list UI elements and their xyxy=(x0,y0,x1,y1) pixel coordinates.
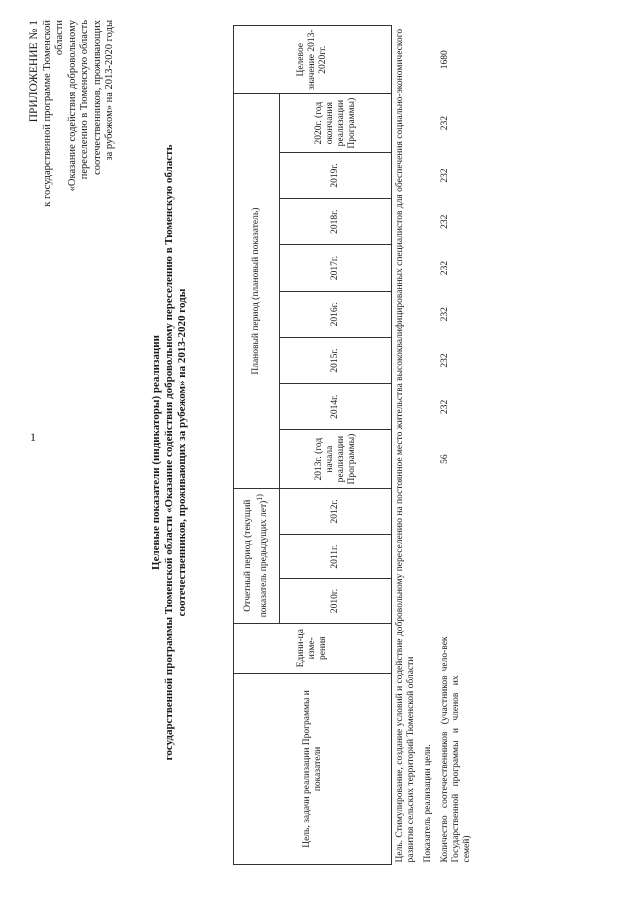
header-year: 2017г. xyxy=(280,245,392,291)
header-year: 2012г. xyxy=(280,488,392,534)
appendix-line: «Оказание содействия добровольному xyxy=(66,20,78,192)
header-year-2020: 2020г. (год окончания реализации Программы) xyxy=(280,94,392,152)
appendix-line: за рубежом» на 2013-2020 годы xyxy=(104,20,115,161)
goal-text: Цель. Стимулирование, создание условий и содействие добровольному переселению на постоянное место жительства высококвалифицированных специалистов для обеспечения социально-экономического развития сельских территорий Тюменской области xyxy=(395,28,416,863)
indicators-table xyxy=(233,25,476,865)
cell-2020: 232 xyxy=(440,116,450,131)
appendix-title: ПРИЛОЖЕНИЕ № 1 xyxy=(28,20,40,123)
header-report-period xyxy=(234,488,280,623)
header-year: 2014г. xyxy=(280,384,392,430)
header-target-value: Целевое значение 2013-2020гг. xyxy=(234,26,392,94)
page-number: 1 xyxy=(30,430,36,444)
row-label xyxy=(437,673,476,864)
header-unit: Едини-ца изме-рения xyxy=(234,623,392,673)
cell-2013: 56 xyxy=(440,454,450,464)
title-line: государственной программы Тюменской области «Оказание содействия добровольному переселению в Тюменскую область xyxy=(163,144,175,761)
cell-2014: 232 xyxy=(440,399,450,414)
header-year: 2010г. xyxy=(280,579,392,623)
indicator-heading: Показатель реализации цели. xyxy=(423,744,433,863)
header-year: 2016г. xyxy=(280,291,392,337)
document-title xyxy=(150,25,189,880)
header-year: 2011г. xyxy=(280,535,392,579)
header-year: 2018г. xyxy=(280,199,392,245)
appendix-header xyxy=(28,20,117,225)
cell-2019: 232 xyxy=(440,168,450,183)
appendix-line: к государственной программе Тюменской области xyxy=(41,20,65,207)
row-label-text: Количество соотечественников (участников Государственной программы и членов их семей) xyxy=(440,675,472,863)
header-year-2013: 2013г. (год начала реализации Программы) xyxy=(280,430,392,488)
cell-2015: 232 xyxy=(440,353,450,368)
appendix-line: переселению в Тюменскую область xyxy=(79,20,90,180)
appendix-line: соотечественников, проживающих xyxy=(91,20,103,175)
cell-2010 xyxy=(437,579,476,623)
header-goal: Цель, задачи реализации Программы и показатели xyxy=(234,673,392,864)
header-year: 2019г. xyxy=(280,152,392,198)
cell-2012 xyxy=(437,488,476,534)
cell-target: 1680 xyxy=(440,50,450,70)
title-line: соотечественников, проживающих за рубежом» на 2013-2020 годы xyxy=(176,288,188,617)
row-unit: чело-век xyxy=(440,636,450,672)
footnote-marker: 1) xyxy=(254,494,264,501)
header-year: 2015г. xyxy=(280,337,392,383)
header-report-label: Отчетный период (текущий показатель предыдущих лет) xyxy=(242,499,270,618)
cell-2016: 232 xyxy=(440,307,450,322)
cell-2018: 232 xyxy=(440,214,450,229)
title-line: Целевые показатели (индикаторы) реализации xyxy=(150,335,162,570)
cell-2011 xyxy=(437,535,476,579)
cell-2017: 232 xyxy=(440,260,450,276)
header-plan-period: Плановый период (плановый показатель) xyxy=(234,94,280,488)
table-row xyxy=(437,26,476,865)
